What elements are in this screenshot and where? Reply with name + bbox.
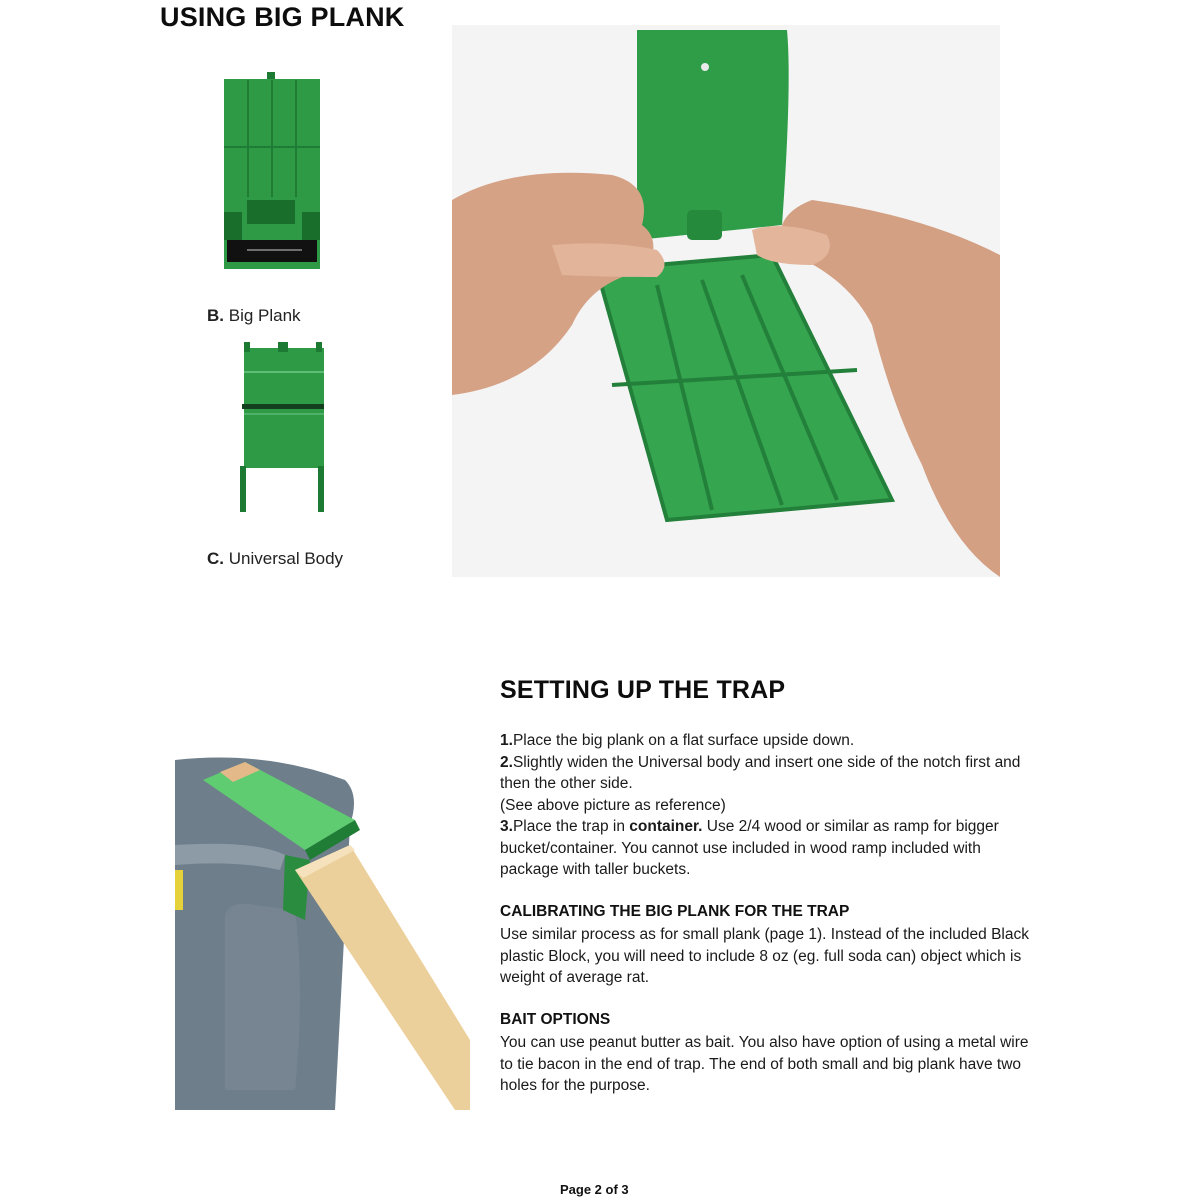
step-text: Place the trap in [512,818,630,835]
step-number: 3. [500,818,513,835]
part-name: Big Plank [228,306,301,325]
page-number: Page 2 of 3 [560,1182,629,1197]
calibrating-text: Use similar process as for small plank (page 1). Instead of the included Black plastic Block, you will need to include 8 oz (eg. full soda can) object which is weight of average rat. [500,926,1029,986]
step-text: Slightly widen the Universal body and insert one side of the notch first and then the other side. [500,753,1021,792]
step-text: Use 2/4 wood or similar as ramp for bigger bucket/container. You cannot use included in wood ramp included with package with taller buckets. [500,818,999,878]
setup-step-note [500,795,1035,817]
part-letter: B. [207,306,224,325]
step-bold-text: container. [629,818,703,835]
section-title-setup: SETTING UP THE TRAP [500,676,786,704]
setup-step-2 [500,752,1035,795]
step-text: (See above picture as reference) [500,796,726,814]
section-title-calibrating: CALIBRATING THE BIG PLANK FOR THE TRAP [500,903,850,920]
setup-step-1 [500,730,1035,752]
section-title-bait: BAIT OPTIONS [500,1011,611,1028]
step-number: 1. [500,732,513,749]
part-label-universal-body [207,549,343,569]
step-text: Place the big plank on a flat surface upside down. [512,732,855,749]
assembly-photo [452,25,1000,577]
part-label-big-plank [207,306,301,326]
setup-steps [500,730,1035,881]
setup-step-3 [500,816,1035,881]
part-name: Universal Body [228,549,344,568]
big-plank-image [222,72,322,272]
bait-text: You can use peanut butter as bait. You also have option of using a metal wire to tie bacon in the end of trap. The end of both small and big plank have two holes for the purpose. [500,1034,1029,1094]
part-letter: C. [207,549,224,568]
bucket-photo [175,750,470,1110]
universal-body-image [240,342,326,514]
page-title: USING BIG PLANK [160,2,405,32]
step-number: 2. [500,753,513,771]
